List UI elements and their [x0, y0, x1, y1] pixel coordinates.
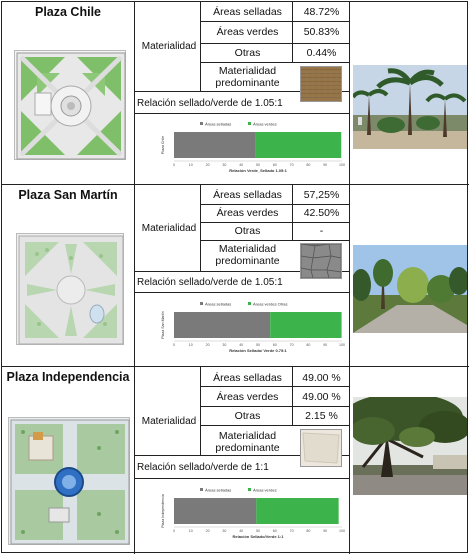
stacked-bar-chart: [142, 485, 348, 547]
plaza-san-martin-photo-icon: [353, 245, 467, 333]
x-tick-label: 50: [256, 529, 260, 533]
materialidad-label: Materialidad: [141, 416, 197, 427]
x-tick-label: 20: [205, 163, 210, 167]
stone-texture-icon: [300, 243, 342, 279]
x-tick-label: 60: [272, 163, 277, 167]
x-tick-label: 40: [239, 343, 244, 347]
bar-segment: [256, 132, 341, 158]
x-tick-label: 80: [306, 163, 311, 167]
x-axis-label: Relación Sellado/ Verde 0.75:1: [229, 348, 287, 353]
section-plaza-san-martin: [2, 185, 469, 367]
x-tick-label: 50: [256, 343, 260, 347]
category-label: Plaza San Martín: [161, 311, 165, 339]
x-tick-label: 100: [339, 163, 345, 167]
legend-swatch: [200, 488, 203, 491]
row-value: 49.00 %: [302, 372, 341, 384]
stacked-bar-chart: [142, 299, 348, 361]
row-label: Materialidad predominante: [215, 430, 280, 454]
x-tick-label: 90: [323, 343, 328, 347]
category-label: Plaza Chile: [161, 135, 165, 155]
bar-segment: [174, 132, 256, 158]
legend-label: Áreas selladas: [205, 121, 232, 127]
bar-segment: [270, 312, 341, 338]
chart: [142, 485, 348, 547]
comparison-table: [1, 1, 468, 553]
plaza-san-martin-plan-icon: [16, 233, 124, 345]
row-value: 50.83%: [303, 26, 340, 38]
row-value: 0.44%: [306, 47, 337, 59]
x-tick-label: 30: [222, 343, 227, 347]
paving-texture-icon: [300, 66, 342, 102]
chart: [142, 119, 348, 181]
plaza-title: Plaza Chile: [35, 5, 101, 19]
legend-label: Áreas verdes Otras: [253, 301, 288, 307]
row-label: Otras: [234, 225, 261, 237]
x-tick-label: 80: [306, 529, 311, 533]
row-value: 49.00 %: [302, 391, 341, 403]
x-tick-label: 90: [323, 529, 328, 533]
x-tick-label: 30: [222, 163, 227, 167]
legend-label: Áreas selladas: [205, 487, 232, 493]
x-tick-label: 0: [173, 163, 175, 167]
x-tick-label: 90: [323, 163, 328, 167]
legend-swatch: [248, 488, 251, 491]
legend-swatch: [248, 122, 251, 125]
row-value: 57,25%: [303, 189, 340, 201]
x-tick-label: 70: [289, 529, 294, 533]
legend-label: Áreas verdes: [253, 487, 277, 493]
legend-swatch: [200, 302, 203, 305]
row-label: Otras: [234, 410, 261, 422]
legend-label: Áreas verdes: [253, 121, 277, 127]
x-tick-label: 60: [272, 529, 277, 533]
x-tick-label: 0: [173, 529, 175, 533]
bar-segment: [174, 312, 270, 338]
section-plaza-chile: [2, 2, 469, 185]
row-value: 48.72%: [303, 6, 340, 18]
row-label: Materialidad predominante: [215, 243, 280, 267]
x-tick-label: 70: [289, 163, 294, 167]
x-tick-label: 60: [272, 343, 277, 347]
row-label: Áreas verdes: [216, 391, 279, 403]
plaza-title: Plaza San Martín: [18, 188, 118, 202]
row-label: Áreas selladas: [213, 6, 282, 18]
x-tick-label: 70: [289, 343, 294, 347]
chart: [142, 299, 348, 361]
x-tick-label: 0: [173, 343, 175, 347]
row-label: Áreas verdes: [216, 207, 279, 219]
row-value: 42.50%: [303, 207, 340, 219]
x-tick-label: 100: [339, 343, 345, 347]
section-plaza-independencia: [2, 367, 469, 554]
x-axis-label: Relación Sellado/Verde 1:1: [232, 534, 284, 539]
plaza-chile-photo-icon: [353, 65, 467, 149]
relation-text: Relación sellado/verde de 1:1: [137, 462, 269, 473]
x-tick-label: 50: [256, 163, 260, 167]
plaza-independencia-plan-icon: [8, 417, 130, 545]
category-label: Plaza Independencia: [161, 494, 165, 528]
row-value: 2.15 %: [305, 410, 338, 422]
x-tick-label: 20: [205, 343, 210, 347]
bar-segment: [256, 498, 338, 524]
legend-swatch: [200, 122, 203, 125]
row-label: Otras: [234, 47, 261, 59]
x-tick-label: 10: [188, 529, 193, 533]
relation-text: Relación sellado/verde de 1.05:1: [137, 277, 283, 288]
stacked-bar-chart: [142, 119, 348, 181]
x-tick-label: 100: [339, 529, 345, 533]
x-tick-label: 10: [188, 343, 193, 347]
x-tick-label: 40: [239, 529, 244, 533]
row-value: -: [319, 225, 324, 237]
tile-texture-icon: [300, 429, 342, 467]
x-tick-label: 20: [205, 529, 210, 533]
row-label: Áreas selladas: [213, 372, 282, 384]
plaza-independencia-photo-icon: [353, 397, 467, 495]
x-tick-label: 10: [188, 163, 193, 167]
legend-swatch: [248, 302, 251, 305]
bar-segment: [174, 498, 256, 524]
x-tick-label: 80: [306, 343, 311, 347]
relation-text: Relación sellado/verde de 1.05:1: [137, 98, 283, 109]
row-label: Áreas selladas: [213, 189, 282, 201]
x-tick-label: 30: [222, 529, 227, 533]
row-label: Materialidad predominante: [215, 65, 280, 89]
materialidad-label: Materialidad: [141, 41, 197, 52]
x-tick-label: 40: [239, 163, 244, 167]
materialidad-label: Materialidad: [141, 223, 197, 234]
legend-label: Áreas selladas: [205, 301, 232, 307]
x-axis-label: Relación Verde_Sellado 1.05:1: [229, 168, 287, 173]
row-label: Áreas verdes: [216, 26, 279, 38]
plaza-chile-plan-icon: [14, 50, 126, 160]
plaza-title: Plaza Independencia: [6, 370, 130, 384]
